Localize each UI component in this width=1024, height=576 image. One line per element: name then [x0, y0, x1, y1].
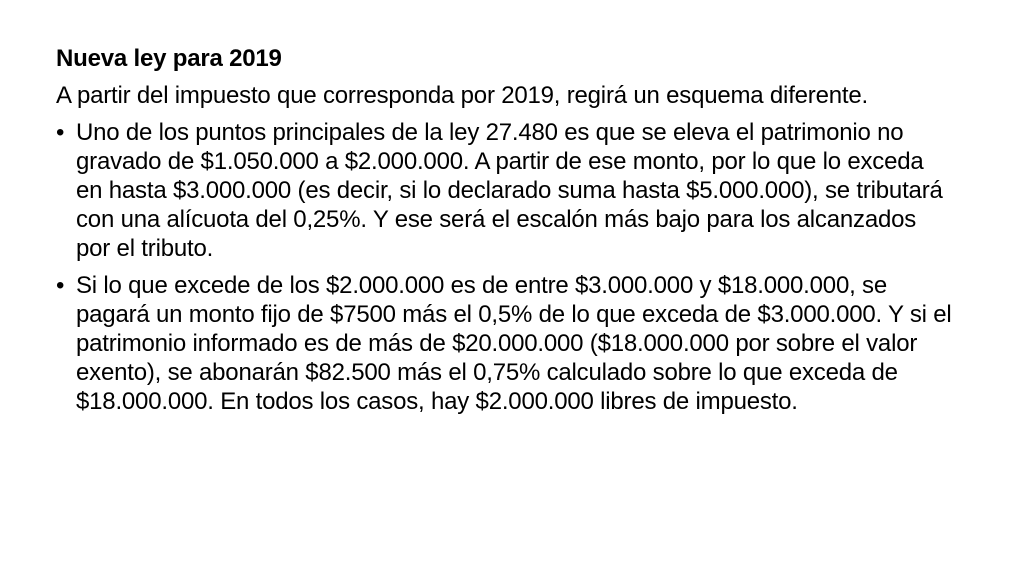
intro-paragraph: A partir del impuesto que corresponda por 2019, regirá un esquema diferente. [56, 82, 868, 109]
list-item-text: Uno de los puntos principales de la ley 27.480 es que se eleva el patrimonio no gravado de $1.050.000 a $2.000.000. A partir de ese monto, por lo que lo exceda en hasta $3.000.000 (es decir, si lo declarado suma hasta $5.000.000), se tributará con una alícuota del 0,25%. Y ese será el escalón más bajo para los alcanzados por el tributo. [76, 119, 943, 262]
bullet-icon: • [56, 119, 65, 146]
slide-title: Nueva ley para 2019 [56, 45, 282, 72]
slide-body [56, 44, 956, 424]
list-item [56, 271, 956, 416]
list-item-text: Si lo que excede de los $2.000.000 es de entre $3.000.000 y $18.000.000, se pagará un monto fijo de $7500 más el 0,5% de lo que exceda de $3.000.000. Y si el patrimonio informado es de más de $20.000.000 ($18.000.000 por sobre el valor exento), se abonarán $82.500 más el 0,75% calculado sobre lo que exceda de $18.000.000. En todos los casos, hay $2.000.000 libres de impuesto. [76, 272, 952, 415]
bullet-icon: • [56, 272, 65, 299]
list-item [56, 118, 956, 263]
